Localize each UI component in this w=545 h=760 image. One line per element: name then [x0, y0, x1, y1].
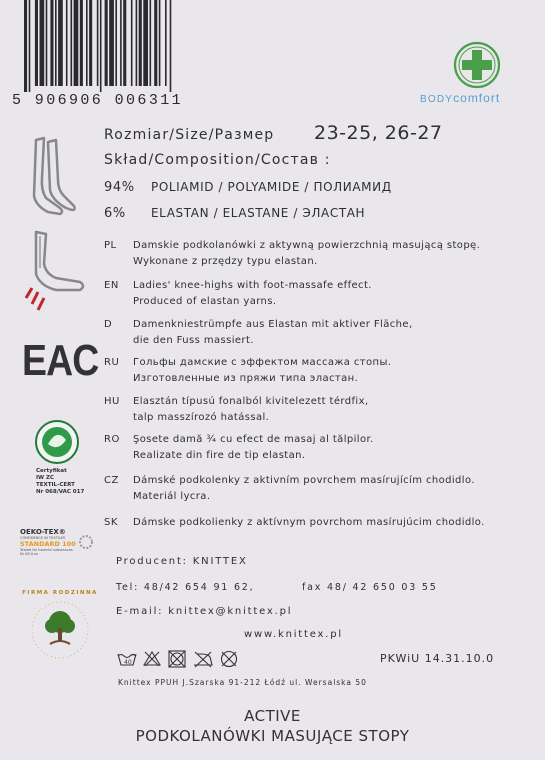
address: Knittex PPUH J.Szarska 91-212 Łódź ul. Wersalska 50: [118, 678, 367, 687]
family-company-ring-text: FIRMA RODZINNA: [22, 590, 98, 596]
material-name: ELASTAN / ELASTANE / ЭЛАСТАН: [151, 206, 366, 220]
desc-line: Гольфы дамские с эффектом массажа стопы.: [133, 357, 392, 368]
textil-cert-badge-icon: [28, 418, 86, 466]
desc-text: [133, 355, 533, 387]
desc-text: [133, 394, 533, 426]
oeko-tex-sub: CONFIDENCE IN TEXTILES: [20, 536, 66, 540]
family-company-tree-icon: [20, 590, 100, 664]
desc-lang-code: RO: [104, 434, 120, 445]
website: www.knittex.pl: [244, 629, 343, 640]
textil-cert-text: Certyfikat IW ZC TEXTIL-CERT Nr 068/VAC 017: [36, 468, 85, 495]
material-row: [104, 180, 392, 195]
no-iron-icon: [194, 652, 212, 667]
material-row: [104, 206, 365, 221]
eac-mark: EAC: [22, 336, 99, 385]
oeko-tex-standard: STANDARD 100: [20, 540, 76, 548]
no-dry-clean-icon: [222, 652, 237, 667]
oeko-tex-title: OEKO-TEX®: [20, 528, 66, 536]
size-value: 23-25, 26-27: [314, 122, 443, 144]
desc-line: talp masszírozó hatással.: [133, 412, 270, 423]
desc-lang-code: SK: [104, 517, 118, 528]
desc-line: Изготовленные из пряжи типа эластан.: [133, 373, 359, 384]
desc-line: die den Fuss massiert.: [133, 335, 254, 346]
svg-text:40: 40: [124, 659, 132, 666]
desc-line: Dámske podkolienky z aktívnym povrchom masírujúcim chodidlo.: [133, 517, 485, 528]
medical-cross-icon: [452, 40, 502, 90]
desc-line: Materiál lycra.: [133, 491, 211, 502]
brand-prefix: BODY: [420, 94, 454, 105]
producer: Producent: KNITTEX: [116, 556, 248, 567]
product-line-2: PODKOLANÓWKI MASUJĄCE STOPY: [135, 727, 410, 745]
knee-high-sock-icon: [22, 134, 78, 220]
care-symbols: [116, 650, 266, 668]
desc-text: [133, 473, 533, 505]
desc-line: Realizate din fire de tip elastan.: [133, 450, 306, 461]
barcode-number: 5 906906 006311: [12, 92, 184, 109]
desc-lang-code: D: [104, 319, 113, 330]
desc-text: [133, 515, 533, 531]
no-tumble-dry-icon: [169, 651, 185, 667]
desc-lang-code: RU: [104, 357, 120, 368]
brand-suffix: comfort: [453, 91, 501, 105]
desc-line: Elasztán típusú fonalból kivitelezett térdfix,: [133, 396, 369, 407]
material-percent: 94%: [104, 180, 135, 195]
desc-line: Ladies' knee-highs with foot-massafe effect.: [133, 280, 372, 291]
desc-text: [133, 317, 533, 349]
oeko-tex-tiny: Tested for harmful substances: [20, 548, 73, 552]
material-percent: 6%: [104, 206, 126, 221]
desc-text: [133, 278, 533, 310]
desc-line: Dámské podkolenky z aktivním povrchem masírujícím chodidlo.: [133, 475, 475, 486]
desc-text: [133, 238, 533, 270]
product-line-1: ACTIVE: [244, 707, 301, 725]
desc-line: Damskie podkolanówki z aktywną powierzchnią masującą stopę.: [133, 240, 481, 251]
email: E-mail: knittex@knittex.pl: [116, 606, 293, 617]
barcode-lines: [20, 0, 305, 92]
desc-lang-code: EN: [104, 280, 119, 291]
massage-sock-icon: [22, 228, 90, 316]
fax: fax 48/ 42 650 03 55: [302, 582, 438, 593]
desc-line: Produced of elastan yarns.: [133, 296, 277, 307]
size-label: Rozmiar/Size/Размер: [104, 127, 275, 143]
desc-text: [133, 432, 533, 464]
pkwiu: PKWiU 14.31.10.0: [380, 652, 495, 665]
phone: Tel: 48/42 654 91 62,: [116, 582, 255, 593]
composition-label: Skład/Composition/Состав :: [104, 152, 331, 168]
oeko-tex-num: Nr 08.0.xx: [20, 552, 39, 556]
desc-line: Şosete damă ¾ cu efect de masaj al tălpilor.: [133, 434, 374, 445]
wash-icon: [118, 654, 136, 666]
oeko-flower-icon: [78, 534, 94, 550]
desc-line: Wykonane z przędzy typu elastan.: [133, 256, 318, 267]
material-name: POLIAMID / POLYAMIDE / ПОЛИАМИД: [151, 180, 392, 194]
brand-logo: [420, 91, 500, 105]
no-bleach-icon: [144, 652, 160, 666]
desc-lang-code: CZ: [104, 475, 119, 486]
desc-lang-code: PL: [104, 240, 117, 251]
desc-line: Damenkniestrümpfe aus Elastan mit aktiver Fläche,: [133, 319, 413, 330]
desc-lang-code: HU: [104, 396, 120, 407]
